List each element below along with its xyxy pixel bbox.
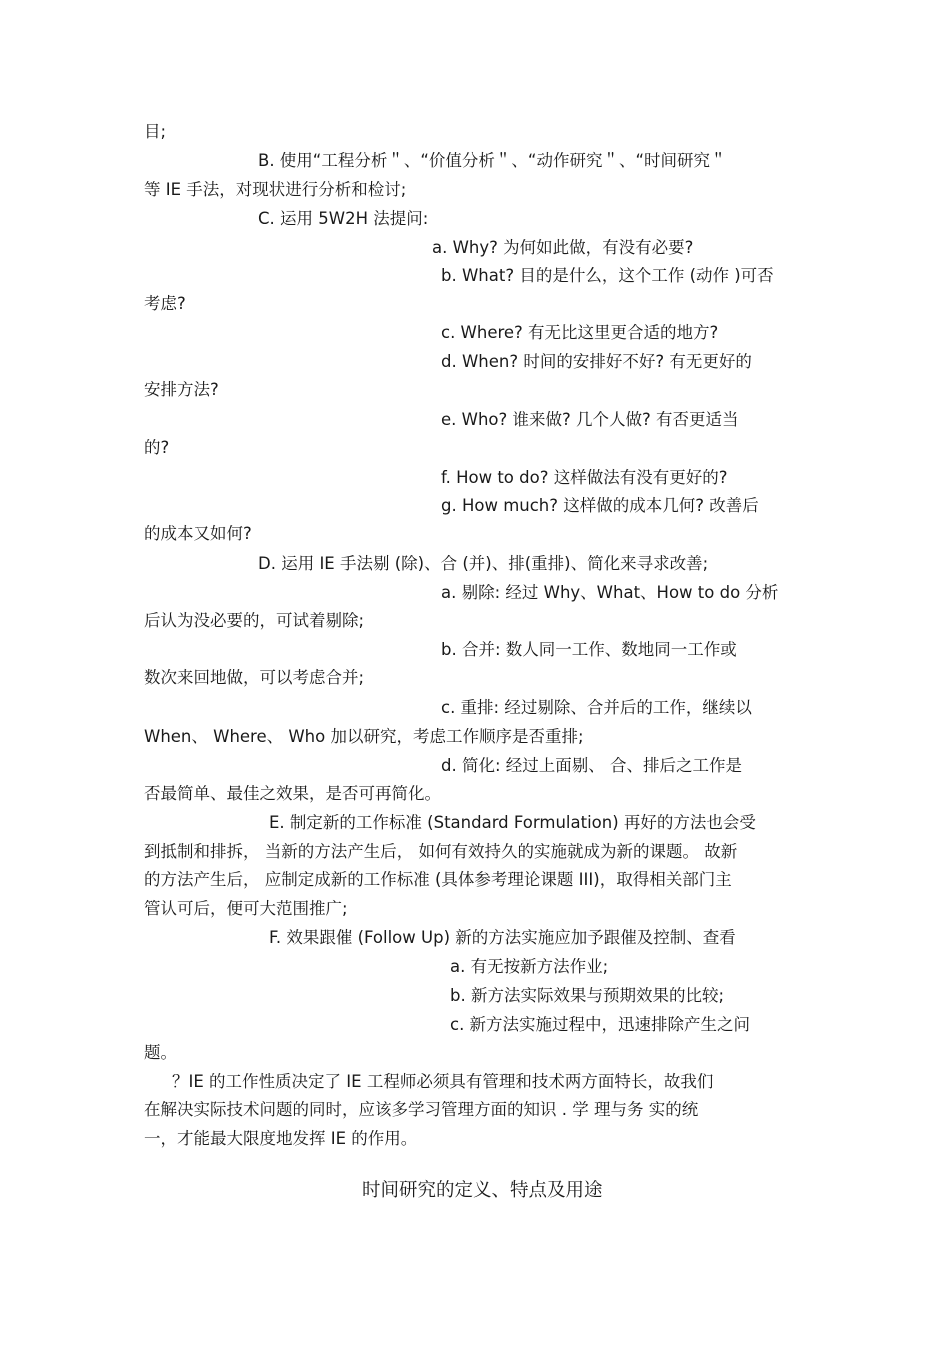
text-line-13: f. How to do? 这样做法有没有更好的? (441, 468, 728, 487)
text-line-5: a. Why? 为何如此做，有没有必要? (432, 238, 694, 257)
text-line-23: d. 简化: 经过上面剔、 合、排后之工作是 (441, 756, 743, 775)
text-line-22: When、 Where、 Who 加以研究，考虑工作顺序是否重排; (144, 727, 584, 746)
text-line-20: 数次来回地做，可以考虑合并; (144, 668, 365, 687)
text-line-9: d. When? 时间的安排好不好? 有无更好的 (441, 352, 752, 371)
text-line-30: a. 有无按新方法作业; (450, 957, 609, 976)
text-line-33: 题。 (144, 1043, 177, 1062)
text-line-12: 的? (144, 438, 170, 457)
text-line-4: C. 运用 5W2H 法提问: (258, 209, 429, 228)
text-line-25: E. 制定新的工作标准 (Standard Formulation) 再好的方法也会受 (269, 813, 756, 832)
text-line-29: F. 效果跟催 (Follow Up) 新的方法实施应加予跟催及控制、查看 (269, 928, 736, 947)
text-line-31: b. 新方法实际效果与预期效果的比较; (450, 986, 725, 1005)
text-line-3: 等 IE 手法，对现状进行分析和检讨; (144, 180, 407, 199)
text-line-24: 否最简单、最佳之效果，是否可再简化。 (144, 784, 441, 803)
text-line-35: 在解决实际技术问题的同时，应该多学习管理方面的知识 . 学 理与务 实的统 (144, 1100, 699, 1119)
text-line-18: 后认为没必要的，可试着剔除; (144, 611, 365, 630)
text-line-36: 一，才能最大限度地发挥 IE 的作用。 (144, 1129, 418, 1148)
text-line-28: 管认可后，便可大范围推广; (144, 899, 348, 918)
text-line-21: c. 重排: 经过剔除、合并后的工作，继续以 (441, 698, 752, 717)
text-line-10: 安排方法? (144, 380, 219, 399)
text-line-27: 的方法产生后， 应制定成新的工作标准 (具体参考理论课题 III)，取得相关部门主 (144, 870, 732, 889)
section-title: 时间研究的定义、特点及用途 (362, 1180, 603, 1201)
text-line-6: b. What? 目的是什么，这个工作 (动作 )可否 (441, 266, 774, 285)
text-line-2: B. 使用“工程分析＂、“价值分析＂、“动作研究＂、“时间研究＂ (258, 151, 727, 170)
text-line-15: 的成本又如何? (144, 524, 252, 543)
text-line-8: c. Where? 有无比这里更合适的地方? (441, 323, 719, 342)
text-line-34: ？IE 的工作性质决定了 IE 工程师必须具有管理和技术两方面特长，故我们 (172, 1072, 714, 1091)
text-line-26: 到抵制和排拆， 当新的方法产生后， 如何有效持久的实施就成为新的课题。 故新 (144, 842, 738, 861)
text-line-32: c. 新方法实施过程中，迅速排除产生之问 (450, 1015, 751, 1034)
text-line-19: b. 合并: 数人同一工作、数地同一工作或 (441, 640, 737, 659)
text-line-14: g. How much? 这样做的成本几何? 改善后 (441, 496, 759, 515)
text-line-7: 考虑? (144, 294, 186, 313)
text-line-16: D. 运用 IE 手法剔 (除)、合 (并)、排(重排)、简化来寻求改善; (258, 554, 709, 573)
text-line-1: 目; (144, 122, 167, 141)
text-line-11: e. Who? 谁来做? 几个人做? 有否更适当 (441, 410, 739, 429)
text-line-17: a. 剔除: 经过 Why、What、How to do 分析 (441, 583, 779, 602)
